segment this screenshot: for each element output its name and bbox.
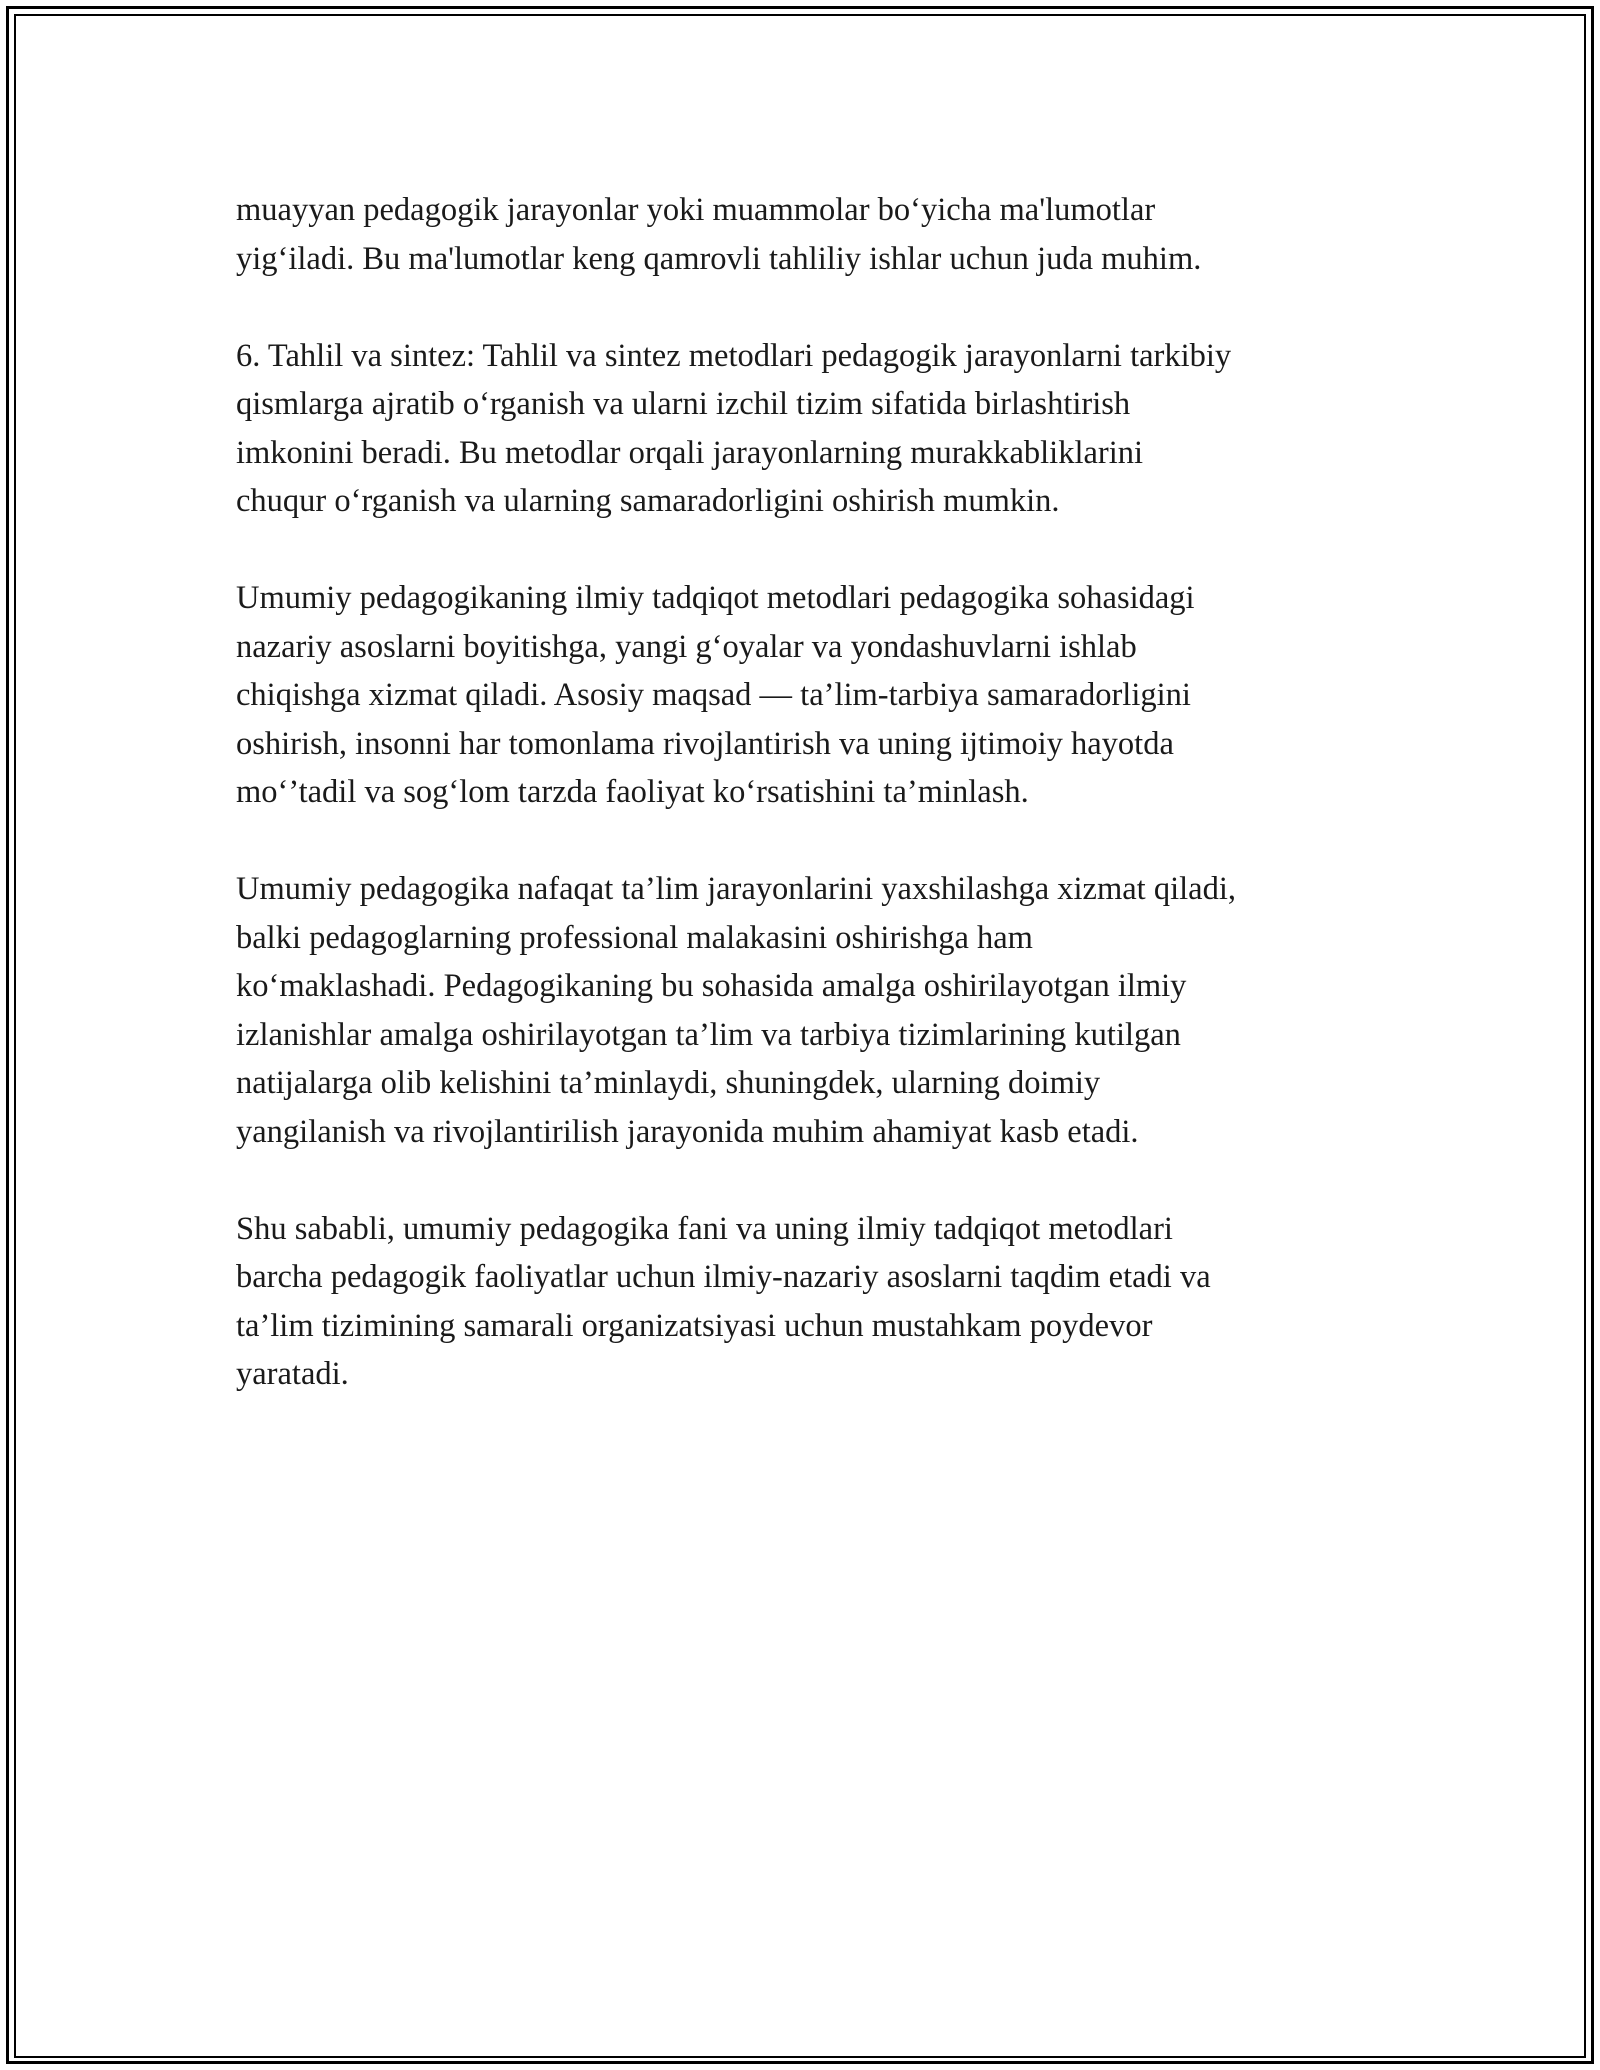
document-body: [236, 186, 1386, 1447]
paragraph-analysis-synthesis: 6. Tahlil va sintez: Tahlil va sintez metodlari pedagogik jarayonlarni tarkibiy qismlarga ajratib o‘rganish va ularni izchil tizim sifatida birlashtirish imkonini beradi. Bu metodlar orqali jarayonlarning murakkabliklarini chuqur o‘rganish va ularning samaradorligini oshirish mumkin.: [236, 337, 1232, 519]
paragraph-conclusion: Shu sababli, umumiy pedagogika fani va uning ilmiy tadqiqot metodlari barcha pedagogik faoliyatlar uchun ilmiy-nazariy asoslarni taqdim etadi va ta’lim tizimining samarali organizatsiyasi uchun mustahkam poydevor yaratadi.: [236, 1210, 1211, 1392]
paragraph-general-pedagogy: Umumiy pedagogika nafaqat ta’lim jarayonlarini yaxshilashga xizmat qiladi, balki pedagoglarning professional malakasini oshirishga ham ko‘maklashadi. Pedagogikaning bu sohasida amalga oshirilayotgan ilmiy izlanishlar amalga oshirilayotgan ta’lim va tarbiya tizimlarining kutilgan natijalarga olib kelishini ta’minlaydi, shuningdek, ularning doimiy yangilanish va rivojlantirilish jarayonida muhim ahamiyat kasb etadi.: [236, 871, 1236, 1150]
paragraph-data-collection: muayyan pedagogik jarayonlar yoki muammolar bo‘yicha ma'lumotlar yig‘iladi. Bu ma'lumotlar keng qamrovli tahliliy ishlar uchun juda muhim.: [236, 192, 1202, 277]
paragraph-research-methods: Umumiy pedagogikaning ilmiy tadqiqot metodlari pedagogika sohasidagi nazariy asoslarni boyitishga, yangi g‘oyalar va yondashuvlarni ishlab chiqishga xizmat qiladi. Asosiy maqsad — ta’lim-tarbiya samaradorligini oshirish, insonni har tomonlama rivojlantirish va uning ijtimoiy hayotda mo‘’tadil va sog‘lom tarzda faoliyat ko‘rsatishini ta’minlash.: [236, 580, 1195, 810]
